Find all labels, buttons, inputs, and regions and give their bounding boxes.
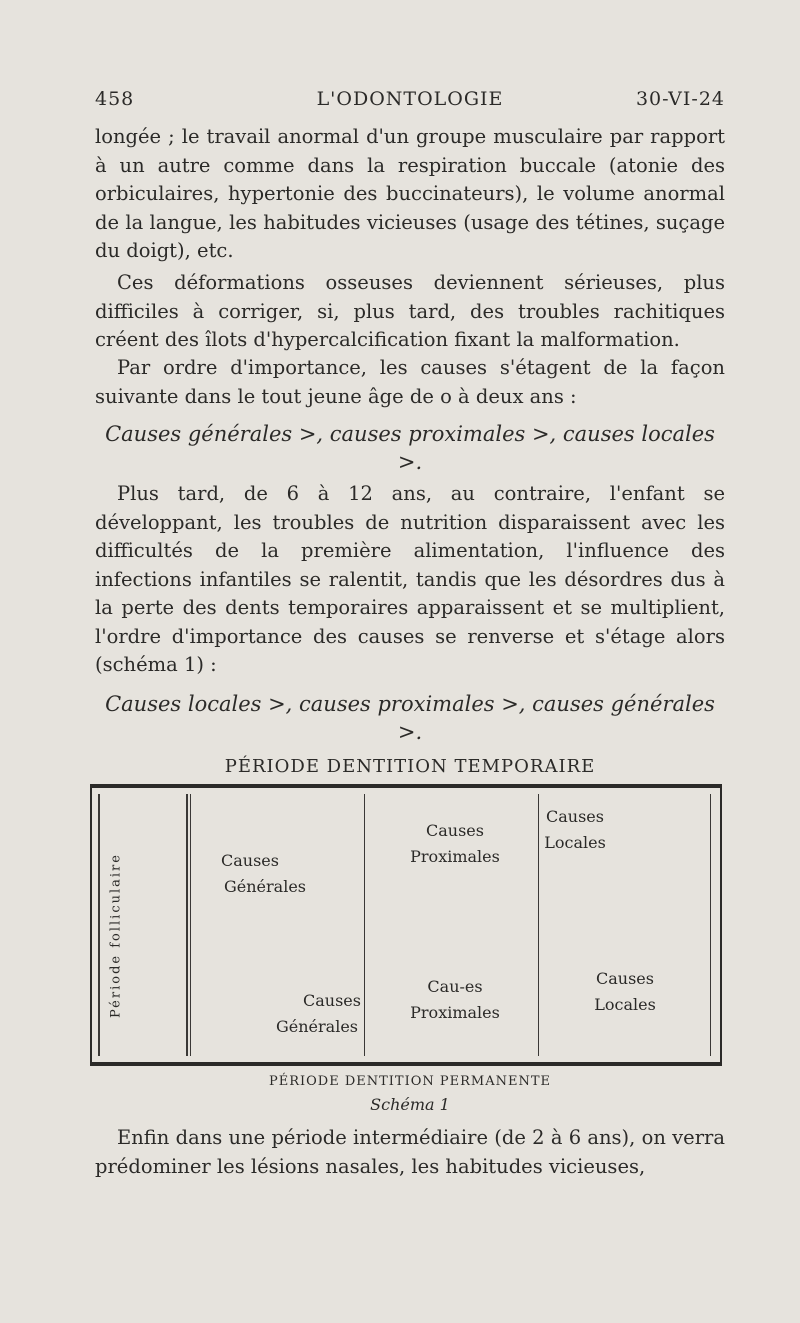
cell-line: Causes <box>426 821 484 840</box>
paragraph-4: Plus tard, de 6 à 12 ans, au contraire, l'enfant se développant, les troubles de nutrition disparaissent avec les difficultés de la première alimentation, l'influence des infections infantiles se ralentit, tandis que les désordres dus à la perte des dents temporaires apparaissent et se multiplient, l'ordre d'importance des causes se renverse et s'étage alors (schéma 1) : <box>95 482 725 676</box>
cell-line: Causes <box>221 851 279 870</box>
cell-line: Causes <box>303 991 361 1010</box>
cell-line: Générales <box>223 877 306 896</box>
schema-divider <box>186 794 188 1056</box>
cell-line: Proximales <box>410 1003 500 1022</box>
cell-line: Causes <box>546 807 604 826</box>
proximal-causes-bottom <box>380 974 530 1026</box>
page-number: 458 <box>95 88 135 110</box>
general-causes-top <box>205 848 335 900</box>
issue-date: 30-VI-24 <box>635 88 725 110</box>
causes-formula-2: Causes locales >, causes proximales >, causes générales >. <box>105 692 715 744</box>
cell-line: Causes <box>596 969 654 988</box>
schema-title-top: PÉRIODE DENTITION TEMPORAIRE <box>224 756 596 777</box>
cell-line: Générales <box>275 1017 358 1036</box>
schema-divider <box>190 794 191 1056</box>
general-causes-bottom <box>262 988 372 1040</box>
cell-line: Proximales <box>410 847 500 866</box>
schema-divider <box>98 794 100 1056</box>
journal-title: L'ODONTOLOGIE <box>316 88 504 110</box>
paragraph-2: Ces déformations osseuses deviennent sérieuses, plus difficiles à corriger, si, plus tard, des troubles rachitiques créent des îlots d'hypercalcification fixant la malformation. <box>95 271 725 351</box>
schema-label: Schéma 1 <box>370 1095 450 1114</box>
paragraph-3: Par ordre d'importance, les causes s'étagent de la façon suivante dans le tout jeune âge de o à deux ans : <box>95 356 725 408</box>
paragraph-1: longée ; le travail anormal d'un groupe musculaire par rapport à un autre comme dans la respiration buccale (atonie des orbiculaires, hypertonie des buccinateurs), le volume anormal de la langue, les habitudes vicieuses (usage des tétines, suçage du doigt), etc. <box>95 125 725 262</box>
running-header <box>95 88 725 118</box>
cell-line: Locales <box>594 995 656 1014</box>
schema-divider <box>710 794 711 1056</box>
schema-title-bottom: PÉRIODE DENTITION PERMANENTE <box>268 1074 552 1089</box>
cell-line: Locales <box>544 833 606 852</box>
folliculaire-label: Période folliculaire <box>108 853 124 1018</box>
proximal-causes-top <box>380 818 530 870</box>
causes-formula-1: Causes générales >, causes proximales >, causes locales >. <box>105 422 715 474</box>
local-causes-bottom <box>570 966 680 1018</box>
paragraph-5: Enfin dans une période intermédiaire (de 2 à 6 ans), on verra prédominer les lésions nasales, les habitudes vicieuses, <box>95 1126 725 1178</box>
cell-line: Cau-es <box>427 977 483 996</box>
local-causes-top <box>520 804 630 856</box>
